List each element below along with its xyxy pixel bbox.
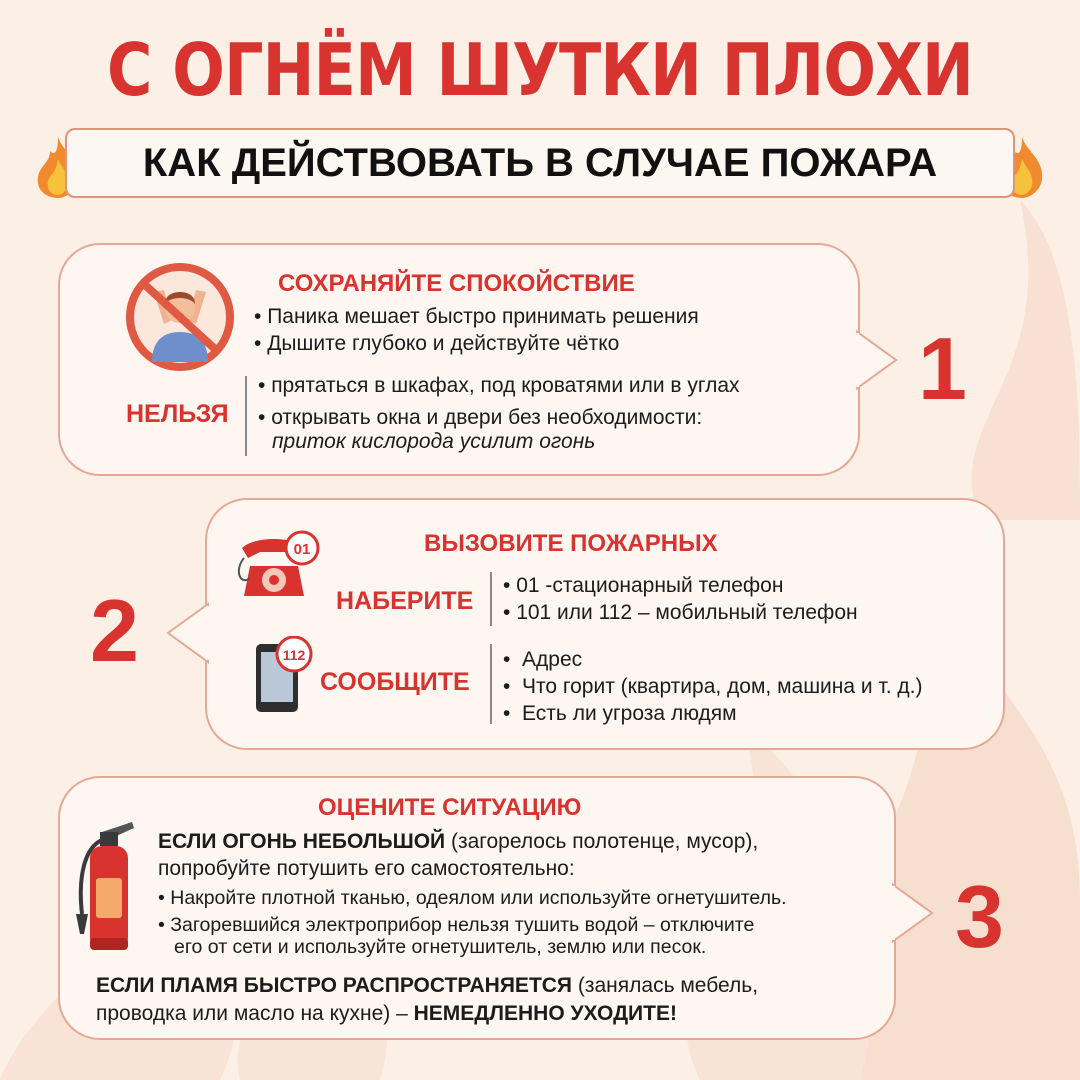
- dial-label: НАБЕРИТЕ: [336, 587, 474, 615]
- dial-item: • 101 или 112 – мобильный телефон: [503, 601, 858, 624]
- step3-number: 3: [955, 867, 1004, 966]
- step2-number: 2: [90, 581, 139, 680]
- step2-heading: ВЫЗОВИТЕ ПОЖАРНЫХ: [424, 530, 718, 557]
- fire-extinguisher-icon: [72, 818, 152, 952]
- divider: [490, 644, 492, 724]
- divider: [490, 572, 492, 626]
- mobile-phone-icon: [252, 636, 322, 716]
- forbidden-item: • прятаться в шкафах, под кроватями или в углах: [258, 374, 740, 397]
- step3-pointer: [892, 878, 942, 948]
- step2-pointer: [160, 598, 210, 668]
- small-fire-line: ЕСЛИ ОГОНЬ НЕБОЛЬШОЙ (загорелось полотенце, мусор),: [158, 830, 759, 853]
- step3-bullet-cont: его от сети и используйте огнетушитель, землю или песок.: [174, 936, 707, 958]
- phone-badge: 01: [293, 541, 311, 558]
- small-fire-line2: попробуйте потушить его самостоятельно:: [158, 857, 575, 880]
- divider: [245, 376, 247, 456]
- step1-number: 1: [918, 319, 967, 418]
- step3-heading: ОЦЕНИТЕ СИТУАЦИЮ: [318, 794, 582, 821]
- big-fire-line2: проводка или масло на кухне) – НЕМЕДЛЕННО УХОДИТЕ!: [96, 1002, 677, 1025]
- step3-bullet: • Загоревшийся электроприбор нельзя тушить водой – отключите: [158, 914, 755, 936]
- mobile-badge: 112: [282, 647, 306, 663]
- report-item: • Есть ли угроза людям: [503, 702, 737, 725]
- step3-bullet: • Накройте плотной тканью, одеялом или используйте огнетушитель.: [158, 887, 787, 909]
- panic-person-icon: [124, 262, 236, 372]
- report-item: • Что горит (квартира, дом, машина и т. д.): [503, 675, 923, 698]
- step1-heading: СОХРАНЯЙТЕ СПОКОЙСТВИЕ: [278, 270, 635, 297]
- forbidden-label: НЕЛЬЗЯ: [126, 400, 229, 428]
- page-title: С ОГНЁМ ШУТКИ ПЛОХИ: [107, 28, 973, 112]
- subtitle: КАК ДЕЙСТВОВАТЬ В СЛУЧАЕ ПОЖАРА: [142, 141, 938, 185]
- step1-pointer: [856, 325, 906, 395]
- dial-item: • 01 -стационарный телефон: [503, 574, 784, 597]
- step1-bullet: • Дышите глубоко и действуйте чётко: [254, 332, 620, 355]
- rotary-phone-icon: [234, 530, 334, 604]
- subtitle-bar: [65, 128, 1015, 198]
- big-fire-line: ЕСЛИ ПЛАМЯ БЫСТРО РАСПРОСТРАНЯЕТСЯ (занялась мебель,: [96, 974, 759, 997]
- step1-bullet: • Паника мешает быстро принимать решения: [254, 305, 699, 328]
- report-label: СООБЩИТЕ: [320, 668, 470, 696]
- report-item: • Адрес: [503, 648, 583, 671]
- forbidden-note: приток кислорода усилит огонь: [272, 430, 596, 453]
- forbidden-item: • открывать окна и двери без необходимости:: [258, 406, 703, 429]
